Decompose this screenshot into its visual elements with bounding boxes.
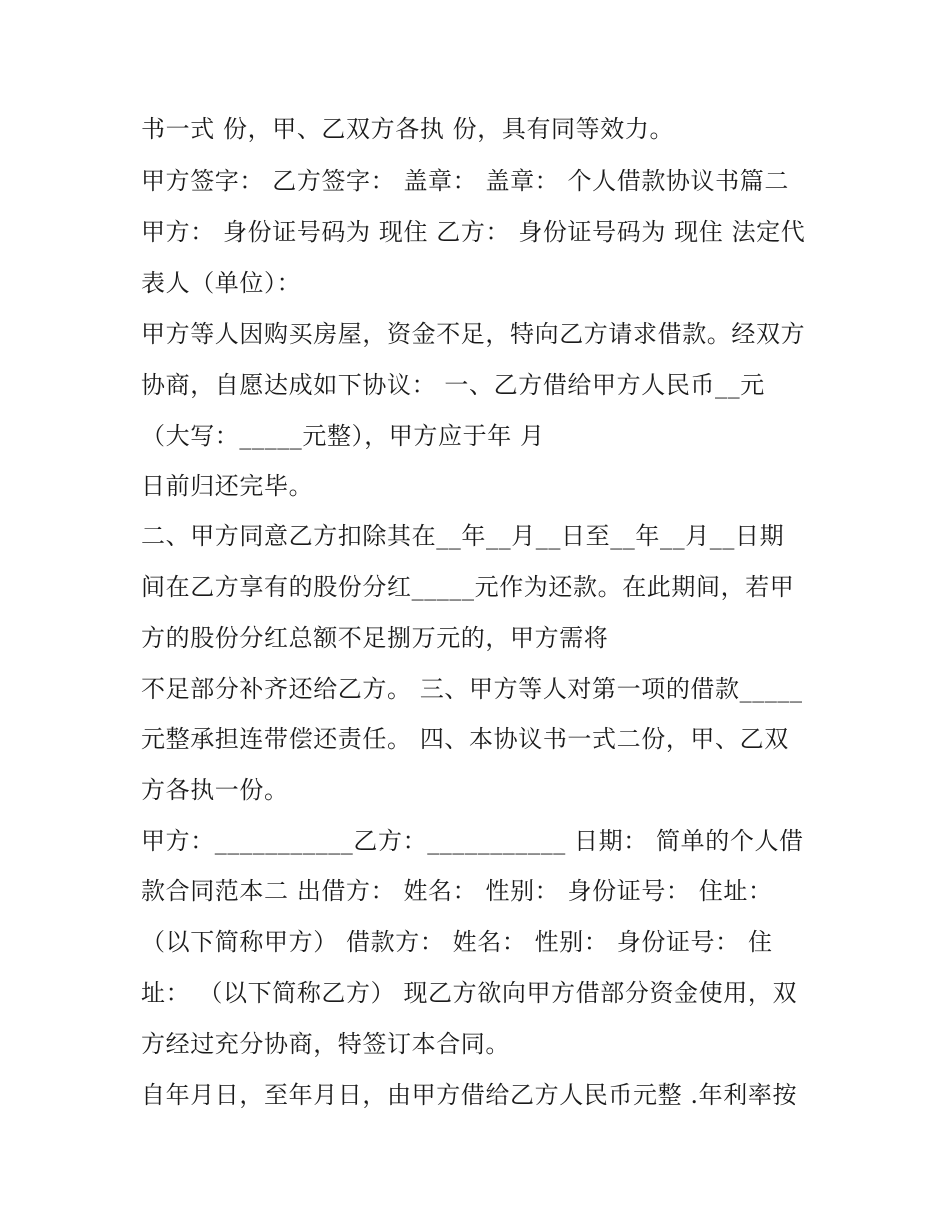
text-line: 甲方： 身份证号码为 现住 乙方： 身份证号码为 现住 法定代 xyxy=(141,218,806,246)
text-line: 方经过充分协商，特签订本合同。 xyxy=(141,1030,510,1058)
text-line: 不足部分补齐还给乙方。 三、甲方等人对第一项的借款_____ xyxy=(141,675,803,703)
text-line: 款合同范本二 出借方： 姓名： 性别： 身份证号： 住址： xyxy=(141,877,773,905)
text-line: 日前归还完毕。 xyxy=(141,472,314,500)
text-line: 甲方等人因购买房屋，资金不足，特向乙方请求借款。经双方 xyxy=(141,320,806,348)
text-line: 址： （以下简称乙方） 现乙方欲向甲方借部分资金使用，双 xyxy=(141,979,798,1007)
text-line: 二、甲方同意乙方扣除其在__年__月__日至__年__月__日期 xyxy=(141,522,785,550)
text-line: 方各执一份。 xyxy=(141,776,289,804)
text-line: 元整承担连带偿还责任。 四、本协议书一式二份，甲、乙双 xyxy=(141,725,789,753)
text-line: 自年月日，至年月日，由甲方借给乙方人民币元整 .年利率按 xyxy=(141,1081,798,1109)
text-line: 书一式 份，甲、乙双方各执 份，具有同等效力。 xyxy=(141,115,675,143)
text-line: （以下简称甲方） 借款方： 姓名： 性别： 身份证号： 住 xyxy=(141,928,773,956)
text-line: 甲方签字： 乙方签字： 盖章： 盖章： 个人借款协议书篇二 xyxy=(141,167,789,195)
text-line: 间在乙方享有的股份分红_____元作为还款。在此期间，若甲 xyxy=(141,573,795,601)
text-line: 表人（单位）： xyxy=(141,269,302,297)
text-line: 协商，自愿达成如下协议： 一、乙方借给甲方人民币__元 xyxy=(141,371,765,399)
text-line: 甲方：___________乙方：___________ 日期： 简单的个人借 xyxy=(141,827,804,855)
text-line: 方的股份分红总额不足捌万元的，甲方需将 xyxy=(141,624,609,652)
text-line: （大写：_____元整），甲方应于年 月 xyxy=(141,422,545,450)
